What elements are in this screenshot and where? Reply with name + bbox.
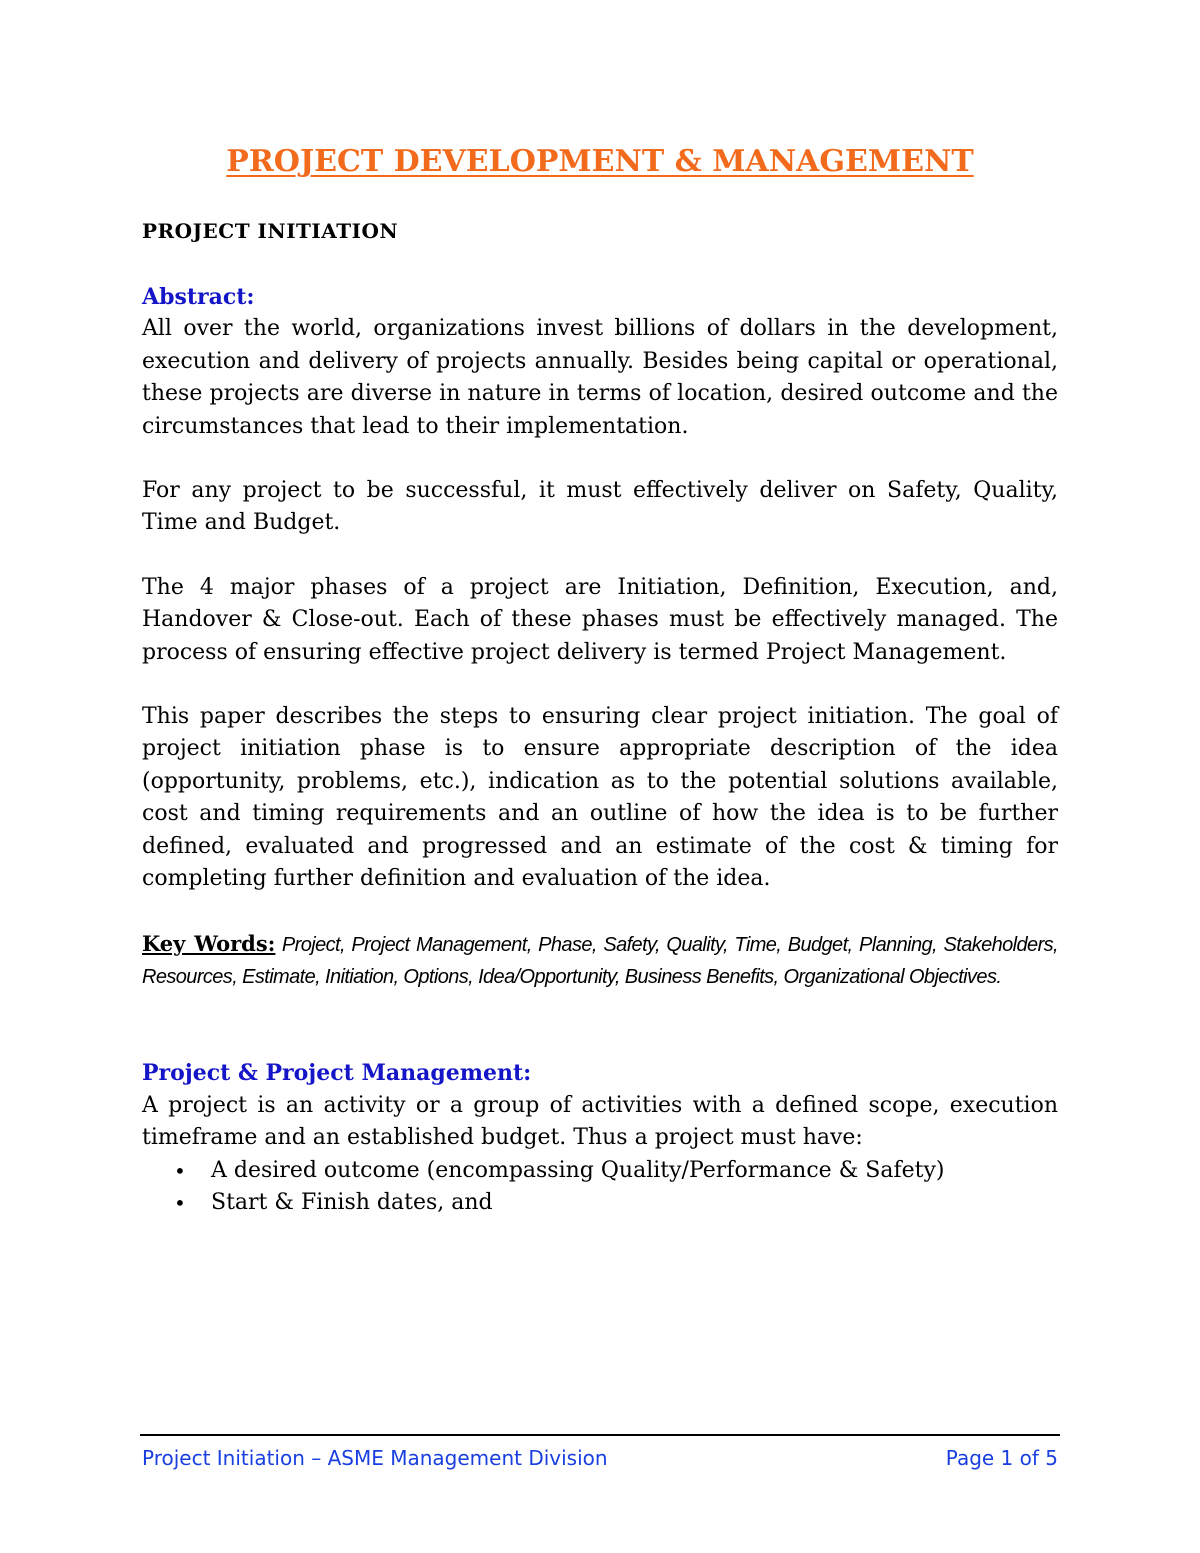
- abstract-paragraph-1: All over the world, organizations invest billions of dollars in the development, execution and delivery of projects annually. Besides being capital or operational, these projects are diverse in nature in terms of location, desired outcome and the circumstances that lead to their implementation.: [142, 316, 1058, 439]
- abstract-heading: Abstract:: [142, 284, 255, 310]
- bullet-icon: •: [174, 1190, 186, 1215]
- pm-heading: Project & Project Management:: [142, 1060, 532, 1087]
- document-body: [142, 281, 1058, 1219]
- list-item: • A desired outcome (encompassing Quality/Performance & Safety): [142, 1155, 1058, 1187]
- keywords-list: Project, Project Management, Phase, Safety, Quality, Time, Budget, Planning, Stakeholders, Resources, Estimate, Initiation, Options, Idea/Opportunity, Business Benefits, Organizational Objectives.: [142, 933, 1058, 988]
- bullet-icon: •: [174, 1158, 186, 1183]
- footer-divider: [140, 1434, 1060, 1436]
- abstract-paragraph-3: The 4 major phases of a project are Initiation, Definition, Execution, and, Handover & Close-out. Each of these phases must be effectively managed. The process of ensuring effective project delivery is termed Project Management.: [142, 574, 1058, 665]
- list-item: • Start & Finish dates, and: [142, 1187, 1058, 1219]
- abstract-paragraph-2: For any project to be successful, it must effectively deliver on Safety, Quality, Time and Budget.: [142, 478, 1058, 536]
- footer-page-number: Page 1 of 5: [945, 1446, 1058, 1470]
- keywords-paragraph: [142, 928, 1058, 994]
- pm-paragraph: A project is an activity or a group of activities with a defined scope, execution timeframe and an established budget. Thus a project must have:: [142, 1092, 1058, 1151]
- keywords-label: Key Words:: [142, 930, 276, 956]
- pm-bullet-list: [142, 1155, 1058, 1220]
- footer-document-name: Project Initiation – ASME Management Division: [142, 1446, 608, 1470]
- section-heading: PROJECT INITIATION: [142, 219, 399, 243]
- document-title: PROJECT DEVELOPMENT & MANAGEMENT: [226, 144, 974, 179]
- abstract-paragraph-4: This paper describes the steps to ensuring clear project initiation. The goal of project initiation phase is to ensure appropriate description of the idea (opportunity, problems, etc.), indication as to the potential solutions available, cost and timing requirements and an outline of how the idea is to be further defined, evaluated and progressed and an estimate of the cost & timing for completing further definition and evaluation of the idea.: [142, 704, 1058, 892]
- page-footer: [142, 1444, 1058, 1472]
